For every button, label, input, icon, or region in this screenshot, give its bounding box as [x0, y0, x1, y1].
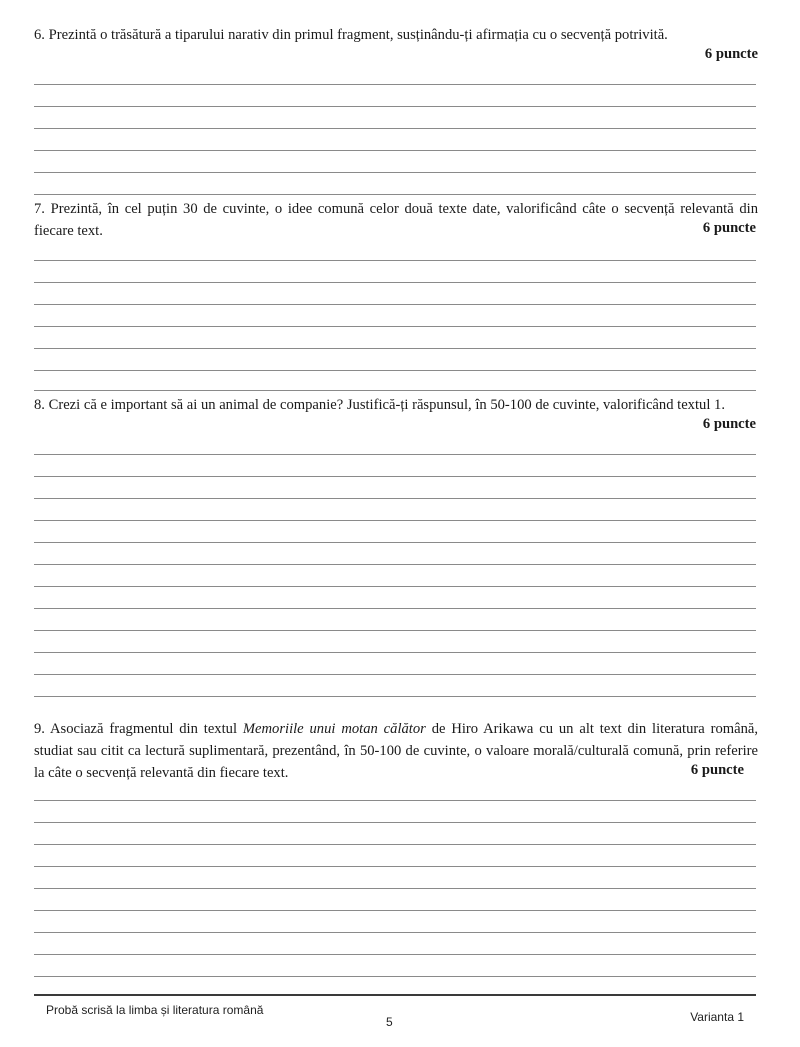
footer-divider [34, 994, 756, 996]
footer-exam-title: Probă scrisă la limba și literatura română [46, 1003, 264, 1017]
question-9-prompt-end: de Hiro Arikawa cu un alt text din literatura română, studiat sau citit ca lectură suplimentară, prezentând, în 50-100 de cuvinte, o valoare morală/culturală comună, prin referire la câte o secvență relevantă din fiecare text. [34, 721, 758, 781]
answer-line[interactable] [34, 172, 756, 173]
question-6-number: 6. [34, 27, 45, 43]
answer-line[interactable] [34, 888, 756, 889]
answer-line[interactable] [34, 304, 756, 305]
answer-line[interactable] [34, 866, 756, 867]
answer-line[interactable] [34, 370, 756, 371]
question-7-prompt: Prezintă, în cel puțin 30 de cuvinte, o idee comună celor două texte date, valorificând câte o secvență relevantă din fiecare text. [34, 201, 758, 239]
answer-line[interactable] [34, 348, 756, 349]
answer-line[interactable] [34, 476, 756, 477]
answer-line[interactable] [34, 564, 756, 565]
answer-line[interactable] [34, 976, 756, 977]
answer-line[interactable] [34, 150, 756, 151]
answer-line[interactable] [34, 844, 756, 845]
answer-line[interactable] [34, 520, 756, 521]
answer-line[interactable] [34, 194, 756, 195]
answer-line[interactable] [34, 932, 756, 933]
answer-line[interactable] [34, 84, 756, 85]
question-9-number: 9. [34, 721, 45, 737]
answer-line[interactable] [34, 498, 756, 499]
answer-line[interactable] [34, 260, 756, 261]
footer-variant: Varianta 1 [690, 1010, 744, 1024]
answer-line[interactable] [34, 910, 756, 911]
question-6-points: 6 puncte [704, 46, 758, 62]
question-9-book-title: Memoriile unui motan călător [242, 721, 426, 737]
question-7-number: 7. [34, 201, 45, 217]
answer-line[interactable] [34, 696, 756, 697]
answer-line[interactable] [34, 822, 756, 823]
question-8-prompt: Crezi că e important să ai un animal de companie? Justifică-ți răspunsul, în 50-100 de cuvinte, valorificând textul 1. [48, 397, 725, 413]
question-9-text [34, 718, 758, 784]
answer-line[interactable] [34, 954, 756, 955]
answer-line[interactable] [34, 674, 756, 675]
answer-line[interactable] [34, 630, 756, 631]
question-8-text [34, 394, 758, 416]
answer-line[interactable] [34, 128, 756, 129]
answer-line[interactable] [34, 652, 756, 653]
answer-line[interactable] [34, 608, 756, 609]
question-9-prompt-start: Asociază fragmentul din textul [50, 721, 243, 737]
answer-line[interactable] [34, 282, 756, 283]
question-8-points: 6 puncte [702, 416, 756, 432]
answer-line[interactable] [34, 326, 756, 327]
question-8-number: 8. [34, 397, 45, 413]
question-7-text [34, 198, 758, 242]
answer-line[interactable] [34, 800, 756, 801]
question-6-text [34, 24, 758, 46]
page-number: 5 [386, 1015, 393, 1029]
answer-line[interactable] [34, 106, 756, 107]
answer-line[interactable] [34, 586, 756, 587]
answer-line[interactable] [34, 390, 756, 391]
answer-line[interactable] [34, 542, 756, 543]
question-7-points: 6 puncte [702, 220, 756, 236]
question-9-points: 6 puncte [690, 762, 744, 778]
question-6-prompt: Prezintă o trăsătură a tiparului narativ din primul fragment, susținându-ți afirmația cu o secvență potrivită. [48, 27, 668, 43]
answer-line[interactable] [34, 454, 756, 455]
